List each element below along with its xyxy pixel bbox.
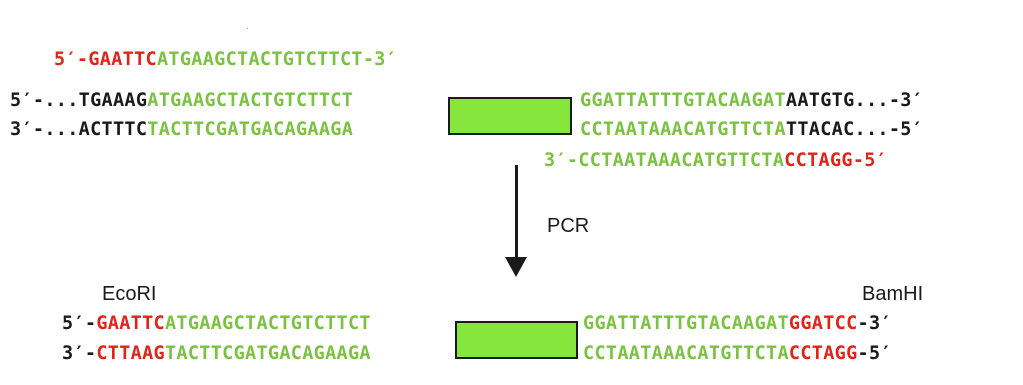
sequence-segment: GGATTATTTGTACAAGAT xyxy=(580,90,786,111)
sequence-segment: -5′ xyxy=(857,343,892,364)
sequence-segment: CCTAATAAACATGTTCTA xyxy=(580,119,786,140)
sequence-segment: TACTTCGATGACAGAAGA xyxy=(164,343,371,364)
sequence-segment: 5′- xyxy=(54,49,89,70)
product-gene-box xyxy=(455,321,578,359)
product-bottom-left-strand xyxy=(62,343,371,365)
stray-dot xyxy=(247,28,248,29)
pcr-label: PCR xyxy=(547,215,590,237)
template-gene-box xyxy=(448,97,572,135)
sequence-segment: 5′-...TGAAAG xyxy=(10,90,148,111)
sequence-segment: ATGAAGCTACTGTCTTCT xyxy=(147,90,354,111)
sequence-segment: -3′ xyxy=(857,313,892,334)
product-bottom-right-strand xyxy=(583,343,892,365)
template-top-left-strand xyxy=(10,90,353,112)
sequence-segment: 3′-...ACTTTC xyxy=(10,119,148,140)
sequence-segment: CCTAGG-5′ xyxy=(784,150,888,171)
sequence-segment: 3′- xyxy=(62,343,97,364)
template-top-right-strand xyxy=(580,90,923,112)
bamhi-label: BamHI xyxy=(862,283,924,305)
sequence-segment: GAATTC xyxy=(96,313,165,334)
pcr-arrow-shaft xyxy=(515,165,518,259)
sequence-segment: CCTAGG xyxy=(788,343,858,364)
sequence-segment: ATGAAGCTACTGTCTTCT xyxy=(164,313,371,334)
sequence-segment: 5′- xyxy=(62,313,97,334)
sequence-segment: CTTAAG xyxy=(96,343,165,364)
sequence-segment: GAATTC xyxy=(88,49,157,70)
template-bottom-left-strand xyxy=(10,119,353,141)
reverse-primer xyxy=(544,150,887,172)
sequence-segment: TACTTCGATGACAGAAGA xyxy=(147,119,354,140)
sequence-segment: TTACAC...-5′ xyxy=(785,119,924,140)
sequence-segment: GGATCC xyxy=(788,313,858,334)
forward-primer xyxy=(54,49,397,71)
sequence-segment: ATGAAGCTACTGTCTTCT-3′ xyxy=(156,49,398,70)
product-top-left-strand xyxy=(62,313,371,335)
sequence-segment: 3′-CCTAATAAACATGTTCTA xyxy=(544,150,785,171)
sequence-segment: GGATTATTTGTACAAGAT xyxy=(583,313,789,334)
pcr-arrow-head xyxy=(505,257,527,277)
ecori-label: EcoRI xyxy=(102,283,157,305)
sequence-segment: AATGTG...-3′ xyxy=(785,90,924,111)
template-bottom-right-strand xyxy=(580,119,923,141)
product-top-right-strand xyxy=(583,313,892,335)
sequence-segment: CCTAATAAACATGTTCTA xyxy=(583,343,789,364)
